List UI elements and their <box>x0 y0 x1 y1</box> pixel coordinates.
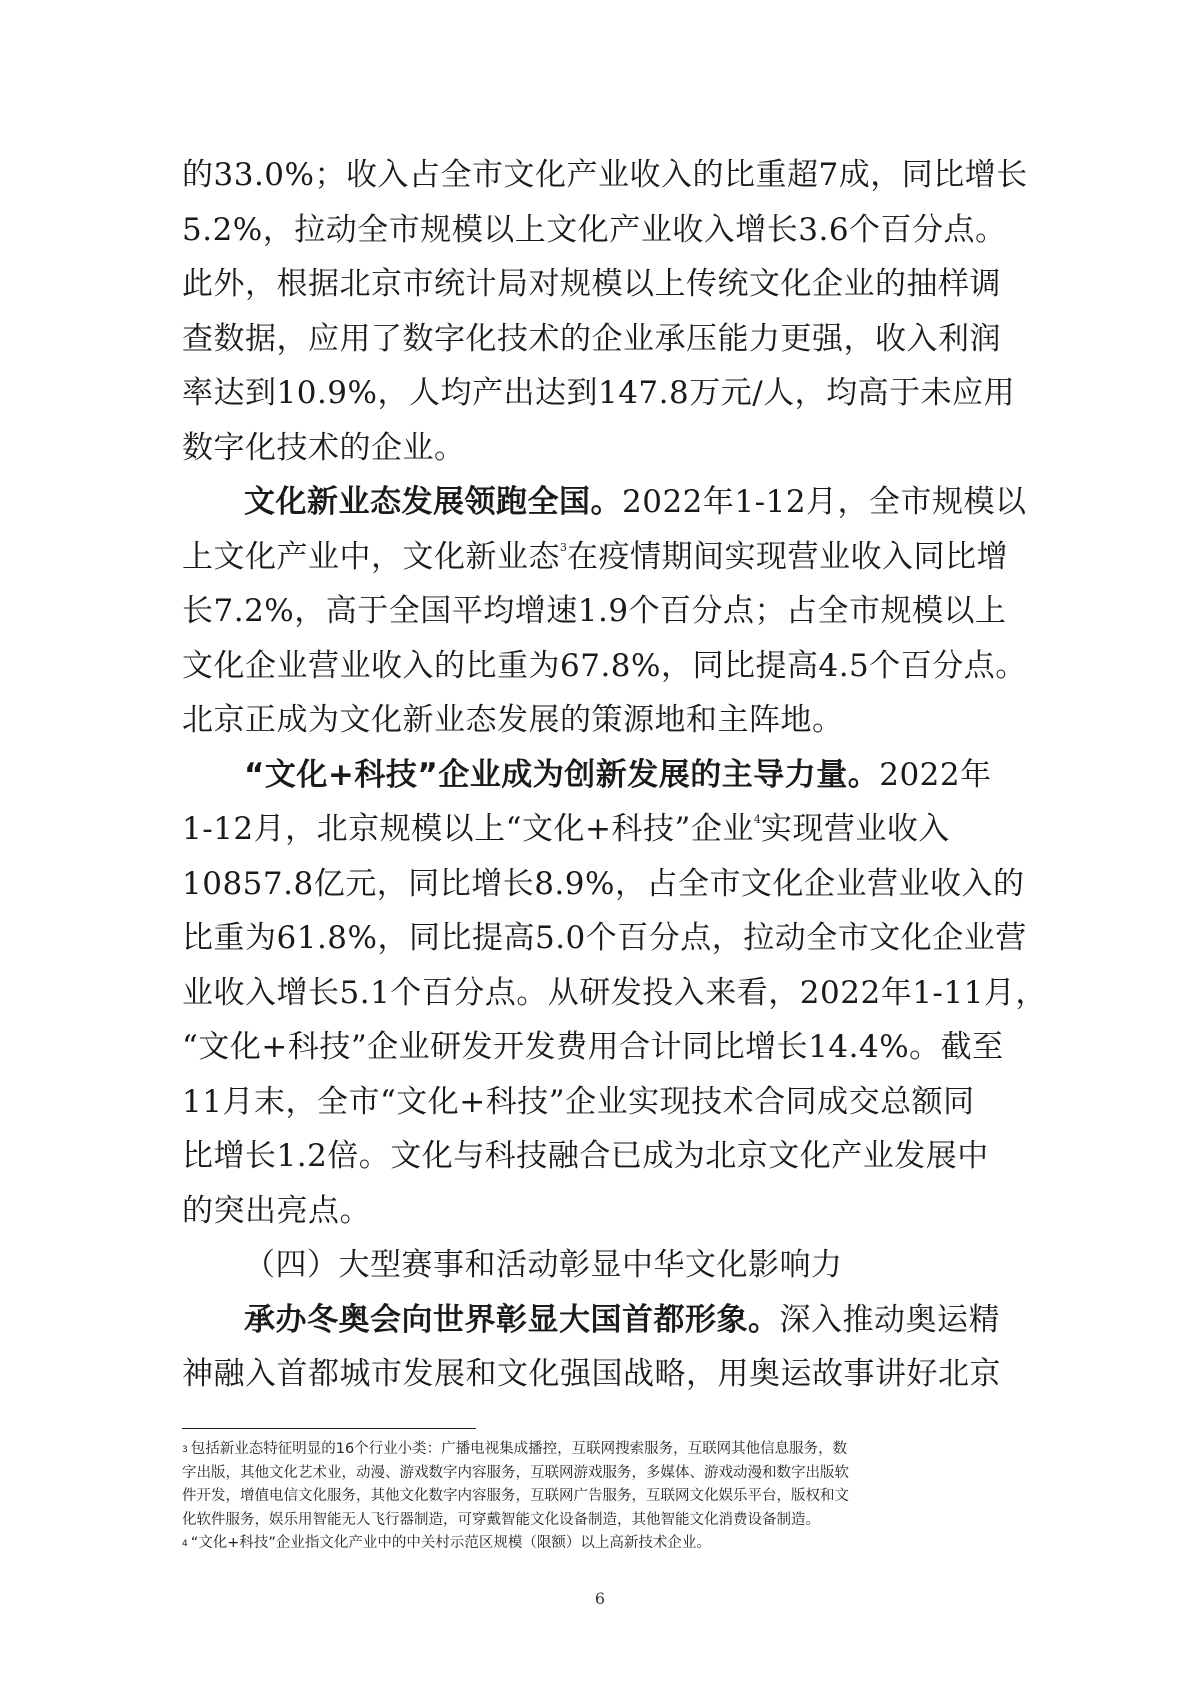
body-line: 比重为61.8%，同比提高5.0个百分点，拉动全市文化企业营 <box>182 920 1027 956</box>
footnote-divider <box>182 1428 476 1429</box>
paragraph-lead-bold: “文化+科技”企业成为创新发展的主导力量。 <box>244 756 880 793</box>
section-heading: （四）大型赛事和活动彰显中华文化影响力 <box>244 1247 843 1283</box>
footnote-text: 化软件服务，娱乐用智能无人飞行器制造，可穿戴智能文化设备制造，其他智能文化消费设备制造。 <box>182 1511 820 1528</box>
body-text: 2022年 <box>879 756 992 793</box>
body-text: 深入推动奥运精 <box>779 1301 1000 1338</box>
body-text: 在疫情期间实现营业收入同比增 <box>567 538 1008 575</box>
paragraph-new-business-forms <box>182 475 1027 530</box>
body-line: “文化+科技”企业研发开发费用合计同比增长14.4%。截至 <box>182 1029 1004 1065</box>
paragraph-culture-tech <box>182 748 1022 803</box>
body-line: 10857.8亿元，同比增长8.9%，占全市文化企业营业收入的 <box>182 865 1025 902</box>
footnote-text: 包括新业态特征明显的16个行业小类：广播电视集成播控，互联网搜索服务，互联网其他信息服务，数 <box>190 1441 848 1457</box>
footnote-3 <box>182 1438 1022 1462</box>
body-line: 的突出亮点。 <box>182 1192 371 1229</box>
body-text: 上文化产业中，文化新业态 <box>182 538 560 575</box>
body-line: 长7.2%，高于全国平均增速1.9个百分点；占全市规模以上 <box>182 593 1007 629</box>
paragraph-lead-bold: 承办冬奥会向世界彰显大国首都形象。 <box>244 1301 780 1338</box>
body-line: 数字化技术的企业。 <box>182 429 466 466</box>
body-line: 北京正成为文化新业态发展的策源地和主阵地。 <box>182 702 844 738</box>
body-line: 5.2%，拉动全市规模以上文化产业收入增长3.6个百分点。 <box>182 211 1007 248</box>
footnote-4 <box>182 1532 1022 1556</box>
body-text: 2022年1-12月，全市规模以 <box>622 484 1027 520</box>
footnotes <box>182 1438 1022 1556</box>
document-body <box>182 148 1047 1402</box>
body-line: 文化企业营业收入的比重为67.8%，同比提高4.5个百分点。 <box>182 647 1027 684</box>
footnote-text: 件开发，增值电信文化服务，其他文化数字内容服务，互联网广告服务，互联网文化娱乐平台，版权和文 <box>182 1488 849 1504</box>
paragraph-winter-olympics <box>182 1293 1022 1348</box>
body-text: 实现营业收入 <box>760 811 950 847</box>
body-line: 神融入首都城市发展和文化强国战略，用奥运故事讲好北京 <box>182 1356 1001 1392</box>
body-line: 11月末，全市“文化+科技”企业实现技术合同成交总额同 <box>182 1083 975 1120</box>
page-number: 6 <box>594 1589 606 1608</box>
footnote-ref-3: 3 <box>560 540 567 554</box>
body-line: 的33.0%；收入占全市文化产业收入的比重超7成，同比增长 <box>182 157 1028 193</box>
body-line <box>182 802 1022 857</box>
paragraph-lead-bold: 文化新业态发展领跑全国。 <box>244 484 622 520</box>
body-text: 1-12月，北京规模以上“文化+科技”企业 <box>182 811 754 847</box>
footnote-mark: 3 <box>182 1445 188 1455</box>
body-line: 查数据，应用了数字化技术的企业承压能力更强，收入利润 <box>182 320 1001 357</box>
footnote-text: 字出版，其他文化艺术业，动漫、游戏数字内容服务，互联网游戏服务，多媒体、游戏动漫和数字出版软 <box>182 1464 849 1481</box>
body-line: 此外，根据北京市统计局对规模以上传统文化企业的抽样调 <box>182 266 1001 302</box>
footnote-ref-4: 4 <box>753 813 761 826</box>
footnote-mark: 4 <box>182 1539 188 1549</box>
body-line <box>182 530 1022 585</box>
body-line: 率达到10.9%，人均产出达到147.8万元/人，均高于未应用 <box>182 375 1016 411</box>
body-line: 业收入增长5.1个百分点。从研发投入来看，2022年1-11月， <box>182 974 1047 1011</box>
body-line: 比增长1.2倍。文化与科技融合已成为北京文化产业发展中 <box>182 1138 989 1174</box>
footnote-text: “文化+科技”企业指文化产业中的中关村示范区规模（限额）以上高新技术企业。 <box>190 1535 711 1551</box>
